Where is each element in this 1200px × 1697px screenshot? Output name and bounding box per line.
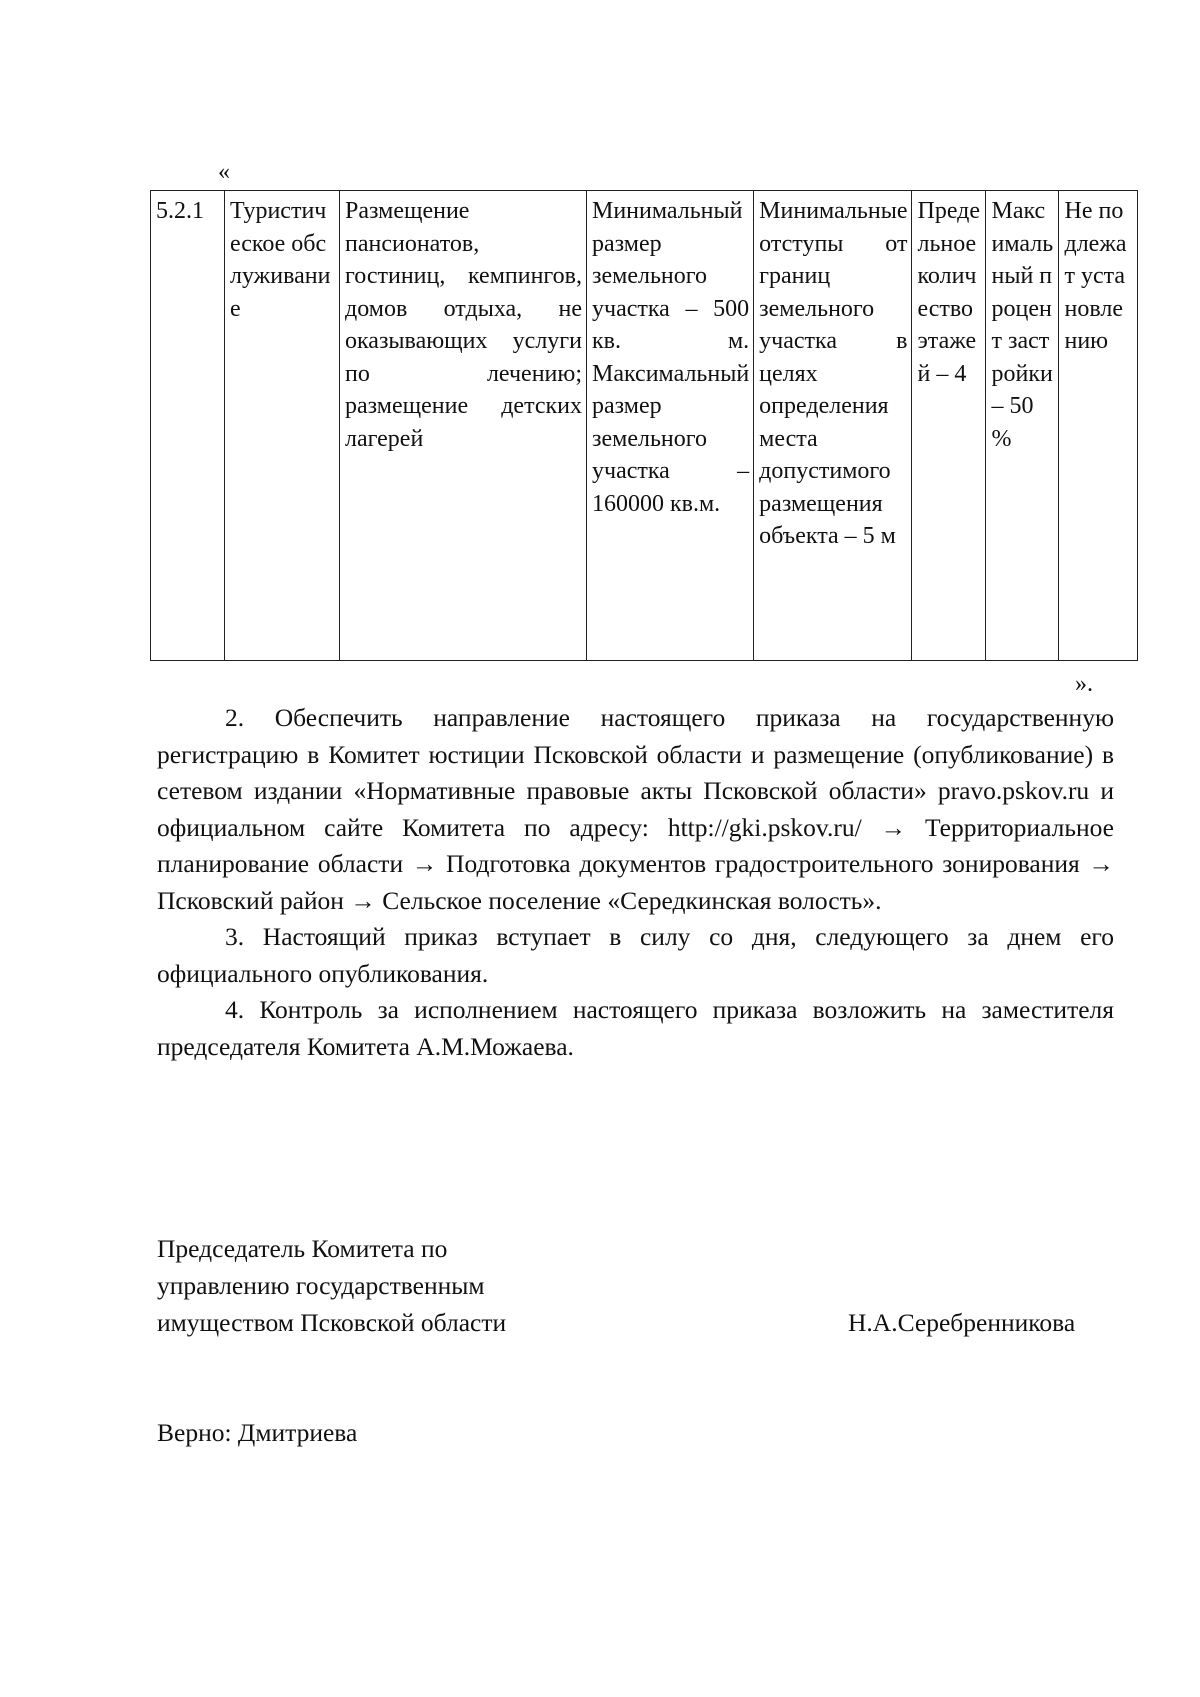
table-row [151, 191, 1138, 661]
cell-floors: Предельное количество этажей – 4 [912, 191, 986, 661]
signatory-position-line: имуществом Псковской области [157, 1308, 507, 1337]
cell-coverage: Максимальный процент застройки – 50 % [986, 191, 1059, 661]
cell-code: 5.2.1 [151, 191, 225, 661]
body-text [157, 700, 1114, 1065]
cell-description: Размещение пансионатов, гостиниц, кемпингов, домов отдыха, не оказывающих услуги по лечению; размещение детских лагерей [340, 191, 587, 661]
cell-note: Не подлежат установлению [1059, 191, 1138, 661]
verified-by: Верно: Дмитриева [157, 1418, 358, 1447]
signatory-position-line: Председатель Комитета по [157, 1234, 448, 1263]
cell-setbacks: Минимальные отступы от границ земельного участка в целях определения места допустимого размещения объекта – 5 м [754, 191, 912, 661]
paragraph-4: 4. Контроль за исполнением настоящего приказа возложить на заместителя председателя Комитета А.М.Можаева. [157, 995, 1114, 1061]
signatory-name: Н.А.Серебренникова [848, 1308, 1076, 1337]
signatory-position-line: управлению государственным [157, 1271, 485, 1300]
paragraph-2: 2. Обеспечить направление настоящего приказа на государственную регистрацию в Комитет юстиции Псковской области и размещение (опубликование) в сетевом издании «Нормативные правовые акты Псковской области» pravo.pskov.ru и официальном сайте Комитета по адресу: http://gki.pskov.ru/ → Территориальное планирование области → Подготовка документов градостроительного зонирования → Псковский район → Сельское поселение «Середкинская волость». [157, 703, 1114, 915]
closing-quote: ». [1075, 671, 1093, 697]
cell-plot-size: Минимальный размер земельного участка – 500 кв. м. Максимальный размер земельного участка – 160000 кв.м. [587, 191, 754, 661]
paragraph-3: 3. Настоящий приказ вступает в силу со дня, следующего за днем его официального опубликования. [157, 922, 1114, 988]
opening-quote: « [218, 159, 230, 185]
regulation-table [150, 190, 1138, 661]
cell-type: Туристическое обслуживание [225, 191, 340, 661]
signatory-position [157, 1230, 506, 1341]
